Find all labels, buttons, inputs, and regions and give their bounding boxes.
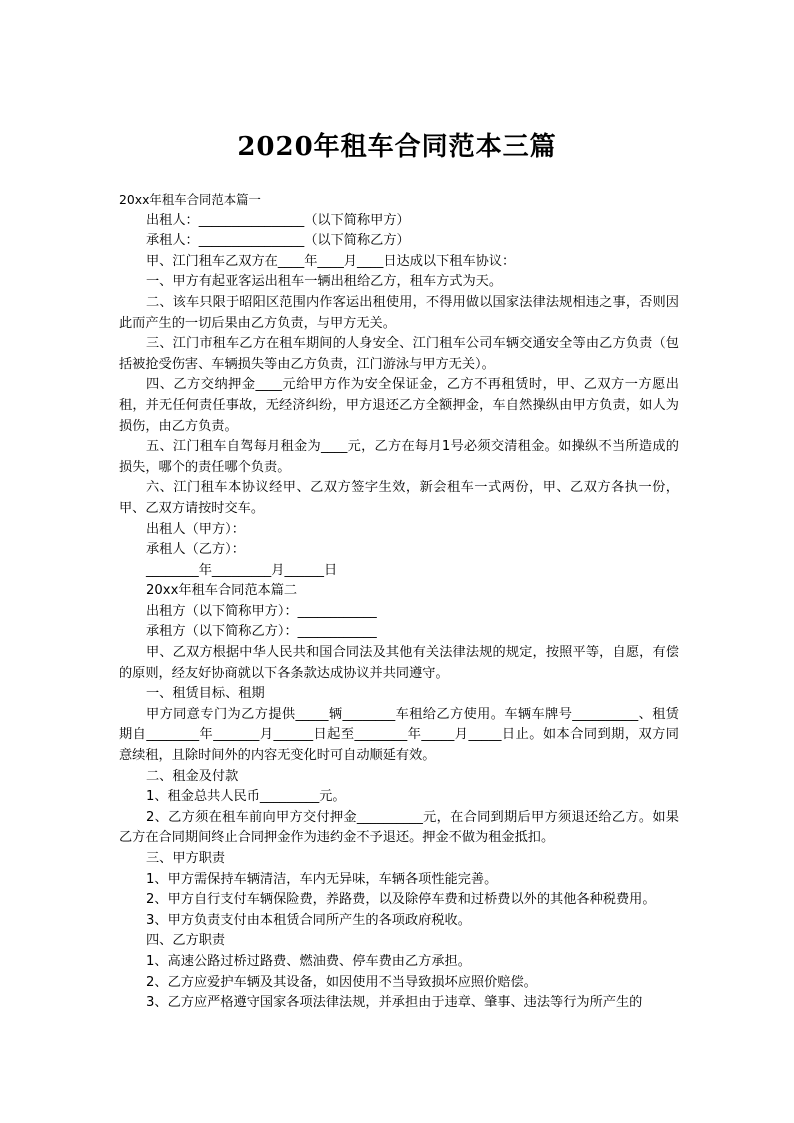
paragraph: 20xx年租车合同范本篇一 bbox=[119, 192, 261, 207]
paragraph: 2、乙方应爱护车辆及其设备，如因使用不当导致损坏应照价赔偿。 bbox=[146, 974, 537, 990]
paragraph: 四、乙方交纳押金____元给甲方作为安全保证金，乙方不再租赁时，甲、乙双方一方愿出租，并无任何责任事故，无经济纠纷，甲方退还乙方全额押金，车自然操纵由甲方负责，如人为损伤，由乙方负责。 bbox=[119, 377, 679, 434]
paragraph: 3、甲方负责支付由本租赁合同所产生的各项政府税收。 bbox=[146, 912, 471, 928]
paragraph: 1、租金总共人民币_________元。 bbox=[146, 789, 346, 805]
paragraph: 2、甲方自行支付车辆保险费，养路费，以及除停车费和过桥费以外的其他各种税费用。 bbox=[146, 892, 656, 908]
paragraph: 五、江门租车自驾每月租金为____元，乙方在每月1号必须交清租金。如操纵不当所造成的损失，哪个的责任哪个负责。 bbox=[119, 439, 679, 475]
paragraph: 承租人（乙方）： bbox=[146, 542, 245, 558]
paragraph: 六、江门租车本协议经甲、乙双方签字生效，新会租车一式两份，甲、乙双方各执一份，甲、乙双方请按时交车。 bbox=[119, 480, 679, 516]
paragraph: 1、甲方需保持车辆清洁，车内无异味，车辆各项性能完善。 bbox=[146, 871, 498, 887]
paragraph: 三、江门市租车乙方在租车期间的人身安全、江门租车公司车辆交通安全等由乙方负责（包括被抢受伤害、车辆损失等由乙方负责，江门游泳与甲方无关）。 bbox=[119, 336, 679, 372]
paragraph: 出租方（以下简称甲方）：____________ bbox=[146, 603, 377, 619]
paragraph: 甲、乙双方根据中华人民共和国合同法及其他有关法律法规的规定，按照平等，自愿，有偿的原则，经友好协商就以下各条款达成协议并共同遵守。 bbox=[119, 645, 679, 681]
paragraph: 三、甲方职责 bbox=[146, 851, 226, 866]
paragraph: 二、该车只限于昭阳区范围内作客运出租使用，不得用做以国家法律法规相违之事，否则因此而产生的一切后果由乙方负责，与甲方无关。 bbox=[119, 294, 679, 331]
document-body bbox=[119, 190, 679, 1014]
paragraph: 3、乙方应严格遵守国家各项法律法规，并承担由于违章、肇事、违法等行为所产生的 bbox=[146, 995, 643, 1011]
paragraph: 一、租赁目标、租期 bbox=[146, 686, 265, 702]
paragraph: 承租人：________________（以下简称乙方） bbox=[146, 233, 410, 249]
paragraph: 1、高速公路过桥过路费、燃油费、停车费由乙方承担。 bbox=[146, 953, 471, 969]
paragraph: 二、租金及付款 bbox=[146, 768, 239, 784]
paragraph: 一、甲方有起亚客运出租车一辆出租给乙方，租车方式为天。 bbox=[146, 274, 503, 290]
paragraph: 甲、江门租车乙双方在____年____月____日达成以下租车协议： bbox=[146, 253, 516, 269]
paragraph: 甲方同意专门为乙方提供_____辆________车租给乙方使用。车辆车牌号__________、租赁期自________年_______月______日起至________年_____月_____日止。如本合同到期，双方同意续租，且除时间外的内容无变化时可自动顺延有效。 bbox=[119, 706, 679, 764]
paragraph: ________年_________月______日 bbox=[146, 562, 338, 578]
paragraph: 出租人（甲方）： bbox=[146, 521, 245, 537]
paragraph: 四、乙方职责 bbox=[146, 933, 226, 949]
document-title: 2020年租车合同范本三篇 bbox=[237, 132, 557, 162]
paragraph: 2、乙方须在租车前向甲方交付押金__________元，在合同到期后甲方须退还给乙方。如果乙方在合同期间终止合同押金作为违约金不予退还。押金不做为租金抵扣。 bbox=[119, 809, 679, 846]
paragraph: 20xx年租车合同范本篇二 bbox=[146, 583, 298, 599]
paragraph: 出租人：________________（以下简称甲方） bbox=[146, 212, 410, 228]
paragraph: 承租方（以下简称乙方）：____________ bbox=[146, 624, 377, 640]
